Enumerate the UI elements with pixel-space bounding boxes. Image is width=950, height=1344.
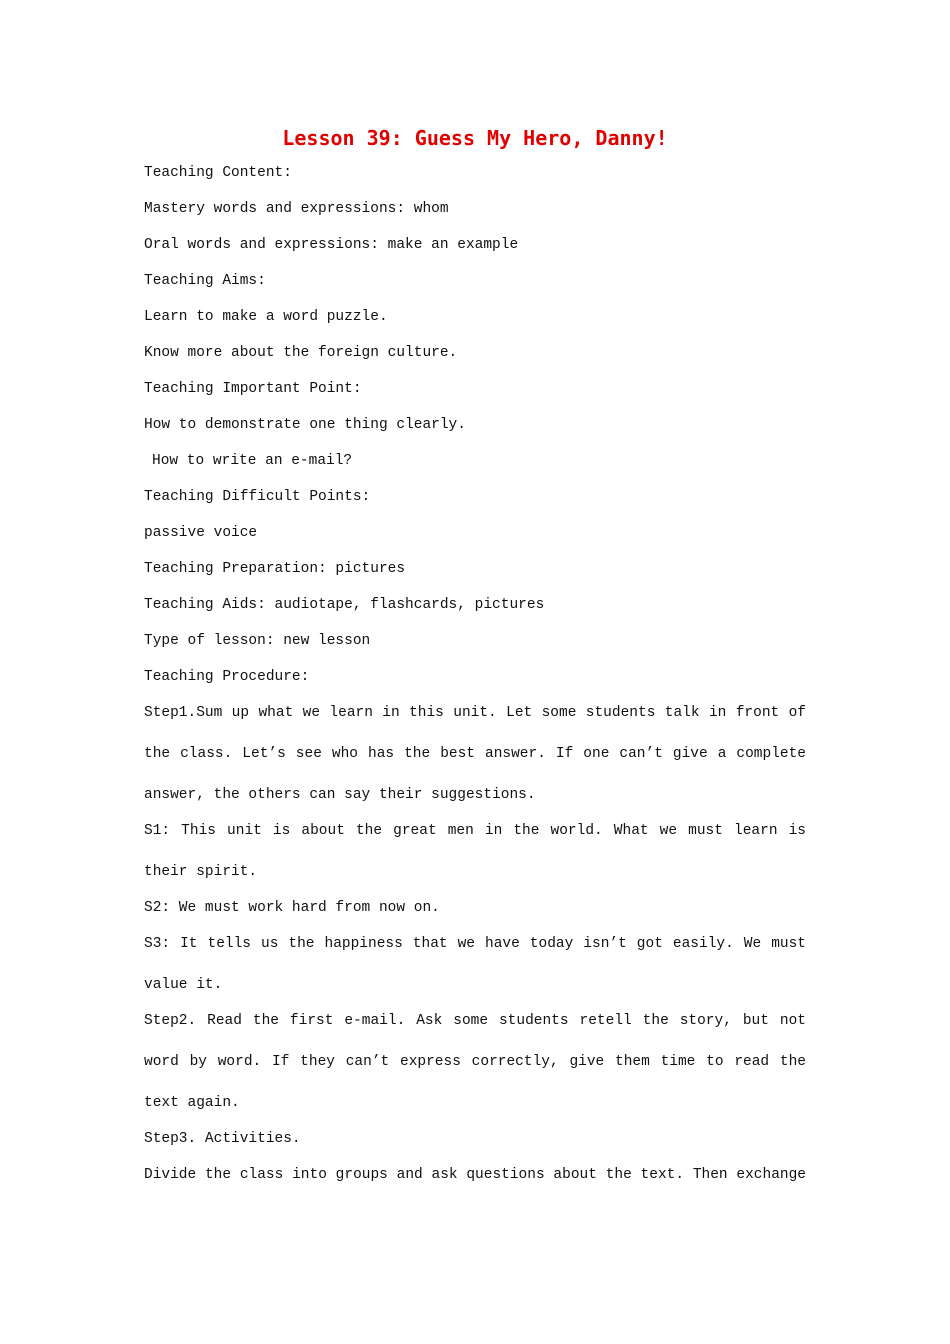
text-line: Oral words and expressions: make an example (144, 237, 519, 253)
lesson-title: Lesson 39: Guess My Hero, Danny! (282, 126, 668, 150)
text-line: Type of lesson: new lesson (144, 633, 371, 649)
text-line: Teaching Procedure: (144, 669, 310, 685)
step3-heading: Step3. Activities. (144, 1131, 301, 1147)
document-body (144, 162, 806, 1200)
text-line: Teaching Important Point: (144, 381, 362, 397)
text-line: Teaching Content: (144, 165, 292, 181)
text-line: How to demonstrate one thing clearly. (144, 417, 466, 433)
text-line: Teaching Aims: (144, 273, 266, 289)
s2-paragraph: S2: We must work hard from now on. (144, 900, 440, 916)
text-line: Teaching Difficult Points: (144, 489, 371, 505)
step2-paragraph: Step2. Read the first e-mail. Ask some students retell the story, but not word by word. If they can’t express correctly, give them time to read the text again. (144, 1013, 806, 1111)
text-line: Teaching Aids: audiotape, flashcards, pictures (144, 597, 545, 613)
text-line: passive voice (144, 525, 258, 541)
step1-paragraph: Step1.Sum up what we learn in this unit. Let some students talk in front of the class. Let’s see who has the best answer. If one can’t give a complete answer, the others can say their suggestions. (144, 705, 806, 803)
s1-paragraph: S1: This unit is about the great men in the world. What we must learn is their spirit. (144, 823, 806, 880)
text-line: How to write an e-mail? (152, 453, 353, 469)
text-line: Mastery words and expressions: whom (144, 201, 449, 217)
s3-paragraph: S3: It tells us the happiness that we have today isn’t got easily. We must value it. (144, 936, 806, 993)
divide-paragraph: Divide the class into groups and ask questions about the text. Then exchange (144, 1167, 806, 1183)
text-line: Learn to make a word puzzle. (144, 309, 388, 325)
text-line: Know more about the foreign culture. (144, 345, 458, 361)
text-line: Teaching Preparation: pictures (144, 561, 406, 577)
